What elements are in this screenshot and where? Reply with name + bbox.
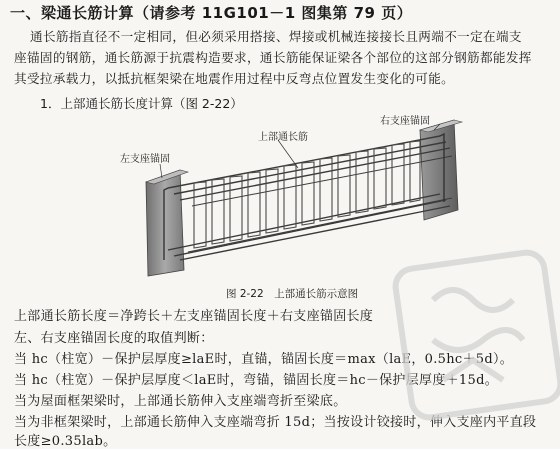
formula-line-4: 当 hc（柱宽）－保护层厚度＜laE时，弯锚，锚固长度＝hc－保护层厚度＋15d。 [14, 373, 499, 388]
formula-line-7: 长度≥0.35lab。 [14, 434, 117, 449]
subheading: 1．上部通长筋长度计算（图 2-22） [40, 96, 243, 111]
paragraph-line-3: 其受拉承载力，以抵抗框架梁在地震作用过程中反弯点位置发生变化的可能。 [14, 71, 455, 86]
formula-line-2: 左、右支座锚固长度的取值判断： [14, 331, 214, 346]
figure-caption: 图 2-22 上部通长筋示意图 [226, 288, 359, 300]
formula-line-1: 上部通长筋长度＝净跨长＋左支座锚固长度＋右支座锚固长度 [14, 309, 374, 324]
formula-line-5: 当为屋面框架梁时，上部通长筋伸入支座端弯折至梁底。 [14, 394, 347, 409]
label-top-bars: 上部通长筋 [258, 132, 308, 143]
label-left-anchorage: 左支座锚固 [120, 154, 170, 165]
formula-line-6: 当为非框架梁时，上部通长筋伸入支座端弯折 15d；当按设计铰接时，伸入支座内平直段 [14, 415, 537, 430]
watermark-seal-icon [383, 240, 560, 440]
stirrups [194, 141, 420, 248]
section-title: 一、梁通长筋计算（请参考 11G101－1 图集第 79 页） [10, 4, 413, 22]
formula-line-3: 当 hc（柱宽）－保护层厚度≥laE时，直锚，锚固长度＝max（laE，0.5hc＋5d）。 [14, 352, 514, 367]
label-right-anchorage: 右支座锚固 [380, 116, 430, 127]
paragraph-line-1: 通长筋指直径不一定相同，但必须采用搭接、焊接或机械连接接长且两端不一定在端支 [30, 29, 522, 44]
paragraph-line-2: 座锚固的钢筋，通长筋源于抗震构造要求，通长筋能保证梁各个部位的这部分钢筋都能发挥 [14, 50, 532, 65]
